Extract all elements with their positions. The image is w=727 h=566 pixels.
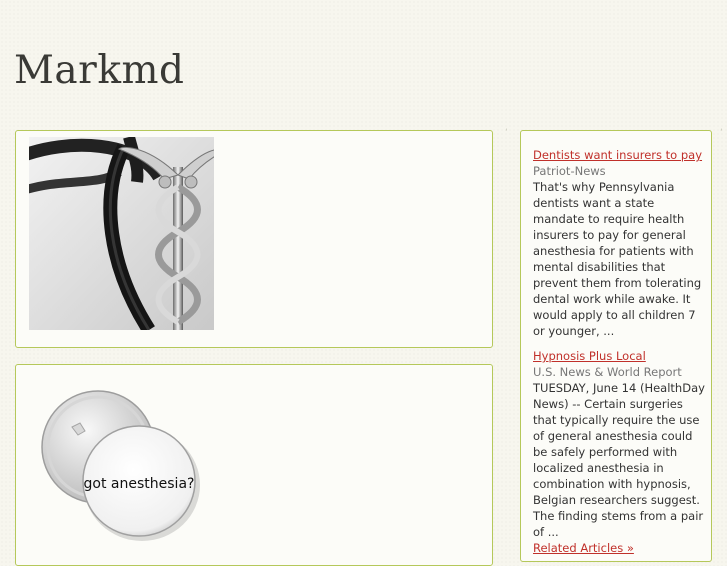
button-text: got anesthesia? <box>83 476 195 492</box>
news-sidebar <box>520 130 712 562</box>
news-source: U.S. News & World Report <box>533 365 682 379</box>
news-excerpt: TUESDAY, June 14 (HealthDay News) -- Certain surgeries that typically require the use of general anesthesia could be safely performed with localized anesthesia in combination with hypnosis, Belgian researchers suggest. The finding stems from a pair of ... <box>533 381 705 539</box>
news-excerpt: That's why Pennsylvania dentists want a state mandate to require health insurers to pay for general anesthesia for patients with mental disabilities that prevent them from tolerating dental work while awake. It would apply to all children 7 or younger, ... <box>533 180 702 338</box>
list-item <box>533 147 705 339</box>
post-card <box>15 364 493 566</box>
post-card <box>15 130 493 348</box>
news-title-link[interactable]: Dentists want insurers to pay <box>533 148 703 162</box>
related-articles-link[interactable]: Related Articles » <box>533 541 634 555</box>
news-list <box>533 147 705 556</box>
site-title[interactable]: Markmd <box>14 48 185 93</box>
news-title-link[interactable]: Hypnosis Plus Local <box>533 349 646 363</box>
stethoscope-caduceus-image <box>29 137 214 330</box>
news-source: Patriot-News <box>533 164 606 178</box>
list-item <box>533 348 705 540</box>
got-anesthesia-button-image <box>40 385 210 545</box>
